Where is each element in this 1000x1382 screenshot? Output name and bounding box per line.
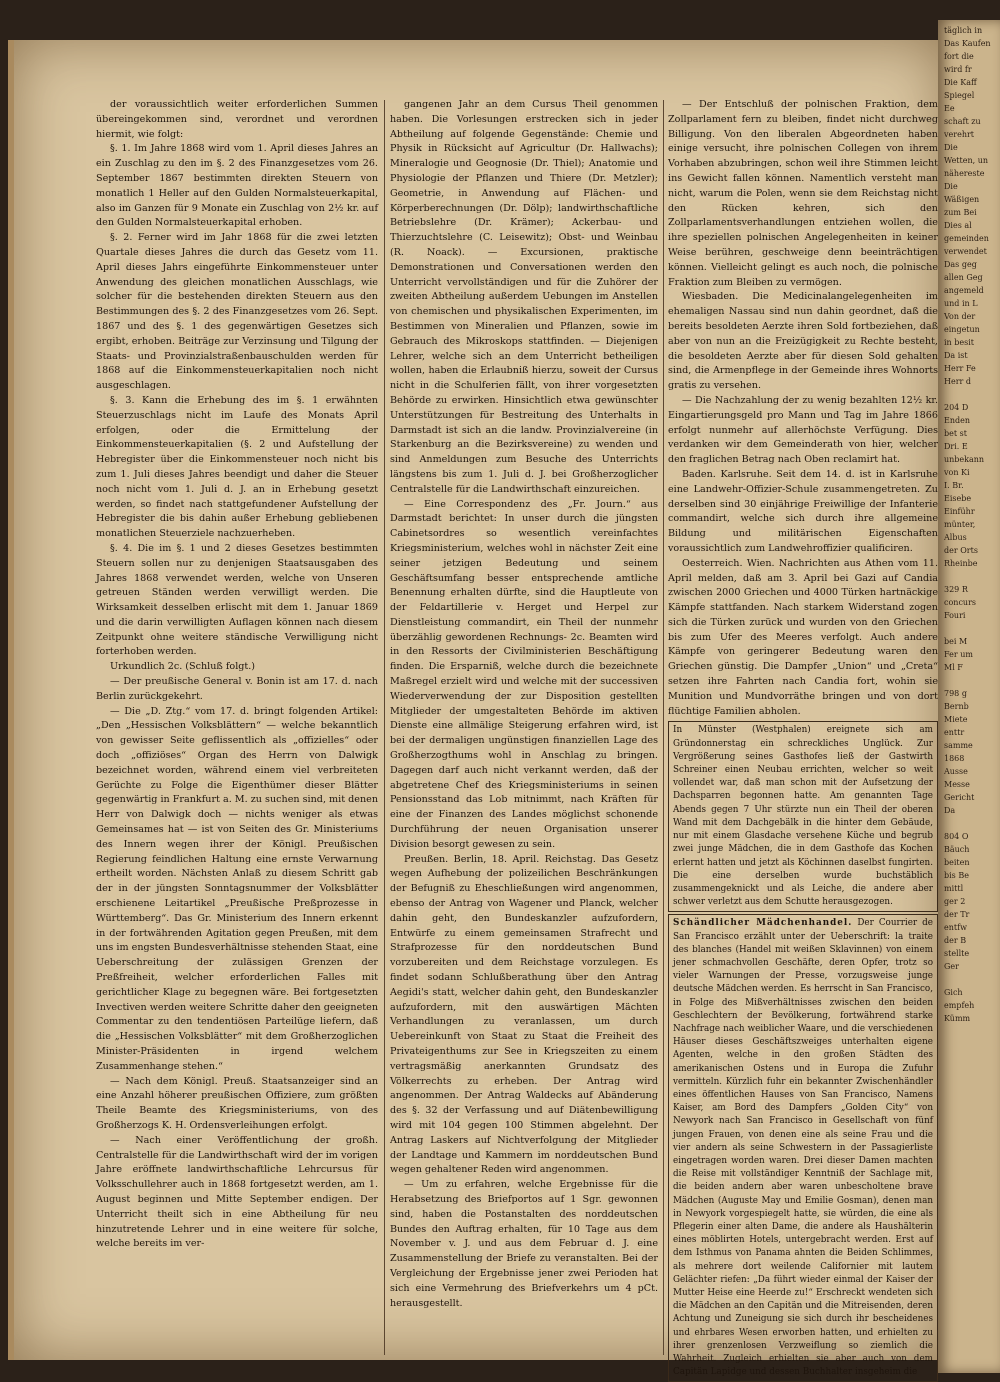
paragraph: — Nach einer Veröffentlichung der großh. Centralstelle für die Landwirthschaft wird der im vorigen Jahre eröffnete landwirthschaftliche Lehrcursus für Volksschullehrer auch in 1868 fortgesetzt werden, am 1. August beginnen und Mitte September endigen. Der Unterricht theilt sich in eine Abtheilung für neu hinzutretende Lehrer und in eine weitere für solche, welche bereits im ver- — [96, 1134, 378, 1250]
column-divider — [384, 100, 385, 1355]
paragraph: — Die Nachzahlung der zu wenig bezahlten 12½ kr. Eingartierungsgeld pro Mann und Tag im Jahre 1866 erfolgt nunmehr auf allerhöchste Verfügung. Dies verdanken wir dem Gemeinderath von hier, welcher den fraglichen Betrag nach Oben reclamirt hat. — [668, 394, 938, 466]
paragraph: — Die „D. Ztg.“ vom 17. d. bringt folgenden Artikel: „Den „Hessischen Volksblättern“ — welche bekanntlich von gewisser Seite geflissentlich als „offizielles“ oder doch „offiziöses“ Organ des Herrn von Dalwigk bezeichnet worden, während einem viel verbreiteten Gerüchte zu Folge die Eigenthümer dieser Blätter gegenwärtig in Frankfurt a. M. zu suchen sind, mit denen Herr von Dalwigk doch — nichts weniger als etwas Gemeinsames hat — ist von Seiten des Gr. Ministeriums des Innern wegen ihrer der Königl. Preußischen Regierung feindlichen Haltung eine ernste Verwarnung ertheilt worden. Nächsten Anlaß zu diesem Schritt gab der in der jüngsten Sonntagsnummer der Volksblätter erschienene Leitartikel „Preußische Preßprozesse in Württemberg“. Das Gr. Ministerium des Innern erkennt in der fortwährenden Agitation gegen Preußen, mit dem uns im engsten Bundesverhältnisse stehenden Staat, eine Ueberschreitung der zulässigen Grenzen der Preßfreiheit, welcher erforderlichen Falles mit gerichtlicher Klage zu begegnen wäre. Bei fortgesetzten Invectiven werden weitere Schritte daher den geeigneten Commentar zu den tendentiösen Parteilüge liefern, daß die „Hessischen Volksblätter“ mit dem Großherzoglichen Minister-Präsidenten in irgend welchem Zusammenhange stehen.“ — [96, 705, 378, 1072]
paragraph: gangenen Jahr an dem Cursus Theil genommen haben. Die Vorlesungen erstrecken sich in jeder Abtheilung auf folgende Gegenstände: Chemie und Physik in Rücksicht auf Agricultur (Dr. Hallwachs); Mineralogie und Geognosie (Dr. Thiel); Anatomie und Physiologie der Pflanzen und Thiere (Dr. Metzler); Geometrie, in Anwendung auf Flächen- und Körperberechnungen (Dr. Dölp); landwirthschaftliche Betriebslehre (Dr. Krämer); Ackerbau- und Thierzuchtslehre (C. Leisewitz); Obst- und Weinbau (R. Noack). — Excursionen, praktische Demonstrationen und Conversationen werden den Unterricht vervollständigen und für die Zuhörer der zweiten Abtheilung außerdem Uebungen im Anstellen von chemischen und physikalischen Experimenten, im Bestimmen von Mineralien und Pflanzen, sowie im Gebrauch des Mikroskops stattfinden. — Diejenigen Lehrer, welche sich an dem Unterricht betheiligen wollen, haben die Erlaubniß hierzu, soweit der Cursus nicht in die Schulferien fällt, von ihrer vorgesetzten Behörde zu erwirken. Hinsichtlich etwa gewünschter Unterstützungen für Bestreitung des Unterhalts in Darmstadt ist sich an die landw. Provinzialvereine (in Starkenburg an die Bezirksvereine) zu wenden und sind Anmeldungen zum Besuche des Unterrichts längstens bis zum 1. Juli d. J. bei Großherzoglicher Centralstelle für die Landwirthschaft einzureichen. — [390, 99, 658, 495]
column-3 — [668, 98, 938, 1378]
adjacent-page-fragments: täglich in Das Kaufen fort die wird fr Die Kaff Spiegel Ee schaft zu verehrt Die Wetten, un nähereste Die Wäßigen zum Bei Dies al gemeinden verwendet Das geg allen Geg angemeld und in L Von der eingetun in besit Da ist Herr Fe Herr d 204 D Enden bet st Dri. E unbekann von Ki I. Br. Eisebe Einführ münter, Albus der Orts Rheinbe 329 R concurs Fouri bei M Fer um Ml F 798 g Bernb Miete enttr samme 1868 Ausse Messe Gericht Da 804 O Bäuch beiten bis Be mittl ger 2 der Tr entfw der B stellte Ger Gich empfeh Kümm — [944, 26, 991, 1023]
paragraph: — Eine Correspondenz des „Fr. Journ.“ aus Darmstadt berichtet: In unser durch die jüngsten Cabinetsordres so wesentlich vereinfachtes Kriegsministerium, welches wohl in nächster Zeit eine seiner jetzigen Bedeutung und seinem Geschäftsumfang besser entsprechende amtliche Benennung erhalten dürfte, sind die Hauptleute von der Feldartillerie v. Herget und Herpel zur Dienstleistung commandirt, ein Theil der nunmehr überzählig gewordenen Rechnungs- 2c. Beamten wird in den Ressorts der Civilministerien Beschäftigung finden. Die Ersparniß, welche durch die bezeichnete Maßregel erzielt wird und welche mit der successiven Wiederverwendung der zur Disposition gestellten Mitglieder der umgestalteten Behörde im aktiven Dienste eine allmälige Steigerung erfahren wird, ist bei der dermaligen ungünstigen finanziellen Lage des Großherzogthums wohl in Anschlag zu bringen. Dagegen darf auch nicht verkannt werden, daß der abgetretene Chef des Kriegsministeriums in seinen Pensionsstand das Lob mitnimmt, nach Kräften für eine der Finanzen des Landes möglichst schonende Durchführung der neuen Organisation unserer Division besorgt gewesen zu sein. — [390, 498, 658, 850]
paragraph: §. 3. Kann die Erhebung des im §. 1 erwähnten Steuerzuschlags nicht im Laufe des Monats April erfolgen, oder die Ermittelung der Einkommensteuerkapitalien (§. 2 und Aufstellung der Hebregister über die Einkommensteuer noch nicht bis zum 1. Juli dieses Jahres beendigt und daher die Steuer noch nicht vom 1. Juli d. J. an in Erhebung gesetzt werden, so findet nach stattgefundener Aufstellung der Hebregister die bis dahin außer Erhebung gebliebenen monatlichen Steuerziele nachzuerheben. — [96, 394, 378, 540]
paragraph: — Nach dem Königl. Preuß. Staatsanzeiger sind an eine Anzahl höherer preußischen Offiziere, zum größten Theile Beamte des Kriegsministeriums, von des Großherzogs K. H. Ordensverleihungen erfolgt. — [96, 1075, 378, 1131]
paragraph: der voraussichtlich weiter erforderlichen Summen übereingekommen sind, verordnet und verordnen hiermit, wie folgt: — [96, 99, 378, 140]
paragraph: §. 2. Ferner wird im Jahr 1868 für die zwei letzten Quartale dieses Jahres die durch das Gesetz vom 11. April dieses Jahrs eingeführte Einkommensteuer unter Anwendung des gleichen monatlichen Ausschlags, wie solcher für die bestehenden direkten Steuern aus den Bestimmungen des §. 2 des Finanzgesetzes vom 26. Sept. 1867 und des §. 1 des gegenwärtigen Gesetzes sich ergibt, erhoben. Beiträge zur Verzinsung und Tilgung der Staats- und Provinzialstraßenbauschulden werden für 1868 auf die Einkommensteuerkapitalien noch nicht ausgeschlagen. — [96, 232, 378, 392]
notice-box — [668, 721, 938, 912]
paragraph: Wiesbaden. Die Medicinalangelegenheiten im ehemaligen Nassau sind nun dahin geordnet, daß die bereits besoldeten Aerzte ihren Sold fortbeziehen, daß aber von nun an die Freizügigkeit zu Rechte besteht, die besoldeten Aerzte aber für diesen Sold gehalten sind, die Armenpflege in der Gemeinde ihres Wohnorts gratis zu versehen. — [668, 291, 938, 392]
paragraph: §. 4. Die im §. 1 und 2 dieses Gesetzes bestimmten Steuern sollen nur zu denjenigen Staatsausgaben des Jahres 1868 verwendet werden, welche von Unseren getreuen Ständen werden verwilligt werden. Die Wirksamkeit desselben erlischt mit dem 1. Januar 1869 und die darin verwilligten Auflagen können nach diesem Zeitpunkt ohne weitere ständische Verwilligung nicht forterhoben werden. — [96, 542, 378, 658]
newspaper-page — [8, 40, 944, 1378]
paragraph: — Der Entschluß der polnischen Fraktion, dem Zollparlament fern zu bleiben, findet nicht durchweg Billigung. Von den liberalen Abgeordneten haben einige versucht, ihre polnischen Collegen von ihrem Vorhaben abzubringen, schon weil ihre Stimmen leicht ins Gewicht fallen können. Namentlich versteht man nicht, warum die Polen, wenn sie dem Reichstag nicht den Rücken kehren, sich den Zollparlamentsverhandlungen entziehen wollen, die ihre speziellen polnischen Angelegenheiten in keiner Weise berühren, geschweige denn beeinträchtigen können. Vielleicht gelingt es auch noch, die polnische Fraktion zum Bleiben zu vermögen. — [668, 99, 938, 288]
paragraph: Oesterreich. Wien. Nachrichten aus Athen vom 11. April melden, daß am 3. April bei Gazi auf Candia zwischen 2000 Griechen und 4000 Türken hartnäckige Kämpfe stattfanden. Nach starkem Widerstand zogen sich die Türken zurück und wurden von den Griechen bis zum Ufer des Meeres verfolgt. Auch andere Kämpfe von geringerer Bedeutung waren den Griechen günstig. Die Dampfer „Union“ und „Creta“ setzen ihre Fahrten nach Candia fort, wohin sie Munition und Mundvorräthe bringen und von dort flüchtige Familien abholen. — [668, 557, 938, 717]
adjacent-page-edge — [938, 20, 1000, 1373]
column-2 — [390, 98, 658, 1358]
paragraph: — Um zu erfahren, welche Ergebnisse für die Herabsetzung des Briefportos auf 1 Sgr. gewonnen sind, haben die Postanstalten des norddeutschen Bundes den Auftrag erhalten, für 10 Tage aus dem November v. J. und aus dem Februar d. J. eine Zusammenstellung der Briefe zu veranstalten. Bei der Vergleichung der Ergebnisse jener zwei Perioden hat sich eine Vermehrung des Briefverkehrs um 4 pCt. herausgestellt. — [390, 1179, 658, 1309]
paragraph: Baden. Karlsruhe. Seit dem 14. d. ist in Karlsruhe eine Landwehr-Offizier-Schule zusammengetreten. Zu derselben sind 30 einjährige Freiwillige der Infanterie commandirt, welche sich durch ihre allgemeine Bildung und militärischen Eigenschaften voraussichtlich zum Landwehroffizier qualificiren. — [668, 468, 938, 554]
paragraph: Urkundlich 2c. (Schluß folgt.) — [110, 661, 256, 673]
paragraph: — Der preußische General v. Bonin ist am 17. d. nach Berlin zurückgekehrt. — [96, 676, 378, 702]
column-1 — [96, 98, 378, 1358]
notice-text: In Münster (Westphalen) ereignete sich am Gründonnerstag ein schreckliches Unglück. Zur Vergrößerung seines Gasthofes ließ der Gastwirth Schreiner einen Neubau errichten, welcher so weit vollendet war, daß man schon mit der Aufsetzung der Dachsparren begonnen hatte. Am genannten Tage Abends gegen 7 Uhr stürzte nun ein Theil der oberen Wand mit dem Dachgebälk in die hinter dem Gebäude, nur mit einem Glasdache versehene Küche und begrub zwei junge Mädchen, die in dem Gasthofe das Kochen erlernt hatten und jetzt als Köchinnen daselbst fungirten. Die eine derselben wurde buchstäblich zusammengeknickt und als Leiche, die andere aber schwer verletzt aus dem Schutte herausgezogen. — [673, 725, 933, 908]
notice-box — [668, 914, 938, 1382]
notice-title: Schändlicher Mädchenhandel. — [673, 918, 853, 929]
paragraph: Preußen. Berlin, 18. April. Reichstag. Das Gesetz wegen Aufhebung der polizeilichen Beschränkungen der Befugniß zu Eheschließungen wird angenommen, ebenso der Antrag von Wagener und Planck, welcher dahin geht, den Bundeskanzler aufzufordern, Entwürfe zu einem gemeinsamen Strafrecht und Strafprozesse für den norddeutschen Bund vorzubereiten und dem Reichstage vorzulegen. Es findet sodann Schlußberathung über den Antrag Aegidi's statt, welcher dahin geht, den Bundeskanzler aufzufordern, mit den auswärtigen Mächten Verhandlungen zu veranlassen, um durch Uebereinkunft von Staat zu Staat die Freiheit des Privateigenthums zur See in Kriegszeiten zu einem vertragsmäßig anerkannten Grundsatz des Völkerrechts zu erheben. Der Antrag wird angenommen. Der Antrag Waldecks auf Abänderung des §. 32 der Verfassung und auf Diätenbewilligung wird mit 104 gegen 100 Stimmen abgelehnt. Der Antrag Laskers auf Nichtverfolgung der Mitglieder der Landtage und Kammern im norddeutschen Bund wegen gehaltener Reden wird angenommen. — [390, 853, 658, 1176]
notice-text: Der Courrier de San Francisco erzählt unter der Ueberschrift: la traite des blanches (Handel mit weißen Sklavinnen) von einem jener schmachvollen Geschäfte, deren Opfer, trotz so vieler Warnungen der Presse, vorzugsweise junge deutsche Mädchen werden. Es herrscht in San Francisco, in Folge des Mißverhältnisses zwischen den beiden Geschlechtern der Bevölkerung, fortwährend starke Nachfrage nach weiblicher Waare, und die verschiedenen Häuser dieses Geschäftszweiges unterhalten eigene Agenten, welche in den großen Städten des amerikanischen Ostens und in Europa die Zufuhr vermitteln. Kürzlich fuhr ein bekannter Zwischenhändler eines öffentlichen Hauses von San Francisco, Namens Kaiser, am Bord des Dampfers „Golden City“ von Newyork nach San Francisco in Gesellschaft von fünf jungen Frauen, von denen eine als seine Frau und die vier andern als seine Schwestern in der Passagierliste eingetragen worden waren. Drei dieser Damen machten die Reise mit vollständiger Kenntniß der Sachlage mit, die beiden andern aber waren unbescholtene brave Mädchen (Auguste May und Emilie Gosman), denen man in Newyork vorgespiegelt hatte, sie würden, die eine als Pflegerin einer alten Dame, die andere als Haushälterin eines möblirten Hotels, untergebracht werden. Erst auf dem Isthmus von Panama ahnten die Beiden Schlimmes, als mehrere dort weilende Californier mit lautem Gelächter riefen: „Da führt wieder einmal der Kaiser der Mutter Heise eine Heerde zu!“ Erschreckt wendeten sich die Mädchen an den Capitän und die Mitreisenden, deren Achtung und Zuneigung sie sich durch ihr bescheidenes und ehrbares Wesen erworben hatten, und erhielten zu ihrer grenzenlosen Verzweiflung so ziemlich die Wahrheit. Zugleich erhielten sie aber auch von dem Capitän Lapidge und dessen Buchhalter insgeheim die — [673, 918, 934, 1378]
paragraph: §. 1. Im Jahre 1868 wird vom 1. April dieses Jahres an ein Zuschlag zu den im §. 2 des Finanzgesetzes vom 26. September 1867 bestimmten direkten Steuern von monatlich 1 Heller auf den Gulden Normalsteuerkapital, also im Ganzen für 9 Monate ein Zuschlag von 2½ kr. auf den Gulden Normalsteuerkapital erhoben. — [96, 143, 378, 229]
column-divider — [663, 100, 664, 1355]
